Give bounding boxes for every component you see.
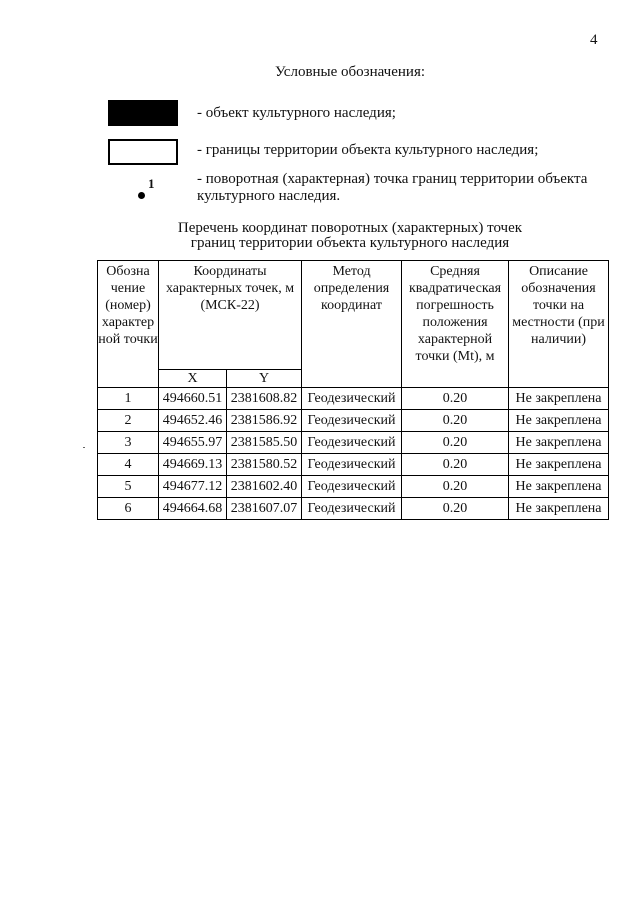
- cell-x: 494655.97: [159, 432, 227, 454]
- cell-error: 0.20: [402, 410, 509, 432]
- point-marker-label: 1: [148, 176, 155, 191]
- cell-x: 494660.51: [159, 388, 227, 410]
- cell-point-number: 2: [98, 410, 159, 432]
- cell-description: Не закреплена: [509, 432, 609, 454]
- page-number: 4: [590, 32, 598, 48]
- coordinates-table: [97, 260, 609, 520]
- cell-description: Не закреплена: [509, 454, 609, 476]
- cell-point-number: 3: [98, 432, 159, 454]
- legend-title: Условные обозначения:: [274, 64, 426, 80]
- header-y: Y: [227, 370, 302, 388]
- legend-text-territory-boundary: - границы территории объекта культурного наследия;: [197, 142, 539, 158]
- cell-error: 0.20: [402, 388, 509, 410]
- cell-error: 0.20: [402, 454, 509, 476]
- cell-point-number: 6: [98, 498, 159, 520]
- point-marker-icon: [138, 192, 145, 199]
- header-coordinates: Координаты характерных точек, м (МСК-22): [159, 261, 302, 370]
- cell-method: Геодезический: [302, 410, 402, 432]
- header-mean-error: Средняя квадратическая погрешность положения характерной точки (Mt), м: [402, 261, 509, 388]
- cell-y: 2381580.52: [227, 454, 302, 476]
- cell-description: Не закреплена: [509, 498, 609, 520]
- cell-error: 0.20: [402, 498, 509, 520]
- cell-method: Геодезический: [302, 498, 402, 520]
- margin-mark: [83, 447, 85, 448]
- cell-error: 0.20: [402, 476, 509, 498]
- cell-y: 2381607.07: [227, 498, 302, 520]
- legend-text-heritage-object: - объект культурного наследия;: [197, 105, 396, 121]
- coordinates-list-title: [120, 221, 580, 251]
- cell-x: 494652.46: [159, 410, 227, 432]
- cell-y: 2381585.50: [227, 432, 302, 454]
- cell-point-number: 1: [98, 388, 159, 410]
- legend-text-turning-point: - поворотная (характерная) точка границ территории объекта культурного наследия.: [197, 171, 588, 204]
- legend-swatch-heritage-object: [108, 100, 178, 126]
- cell-method: Геодезический: [302, 476, 402, 498]
- legend-swatch-territory-boundary: [108, 139, 178, 165]
- coordinates-list-title-line2: границ территории объекта культурного наследия: [190, 235, 510, 251]
- cell-y: 2381602.40: [227, 476, 302, 498]
- table-row: [98, 388, 609, 410]
- cell-description: Не закреплена: [509, 388, 609, 410]
- table-row: [98, 410, 609, 432]
- table-row: [98, 454, 609, 476]
- header-method: Метод определения координат: [302, 261, 402, 388]
- header-description: Описание обозначения точки на местности (при наличии): [509, 261, 609, 388]
- cell-x: 494669.13: [159, 454, 227, 476]
- table-row: [98, 432, 609, 454]
- cell-point-number: 5: [98, 476, 159, 498]
- header-x: X: [159, 370, 227, 388]
- cell-x: 494664.68: [159, 498, 227, 520]
- cell-y: 2381586.92: [227, 410, 302, 432]
- cell-y: 2381608.82: [227, 388, 302, 410]
- cell-point-number: 4: [98, 454, 159, 476]
- cell-method: Геодезический: [302, 432, 402, 454]
- cell-description: Не закреплена: [509, 410, 609, 432]
- header-point-designation: Обозна чение (номер) характер ной точки: [98, 261, 159, 388]
- coordinates-list-title-line1: Перечень координат поворотных (характерных) точек: [177, 220, 523, 236]
- table-row: [98, 476, 609, 498]
- cell-error: 0.20: [402, 432, 509, 454]
- table-row: [98, 498, 609, 520]
- cell-method: Геодезический: [302, 388, 402, 410]
- cell-method: Геодезический: [302, 454, 402, 476]
- cell-description: Не закреплена: [509, 476, 609, 498]
- cell-x: 494677.12: [159, 476, 227, 498]
